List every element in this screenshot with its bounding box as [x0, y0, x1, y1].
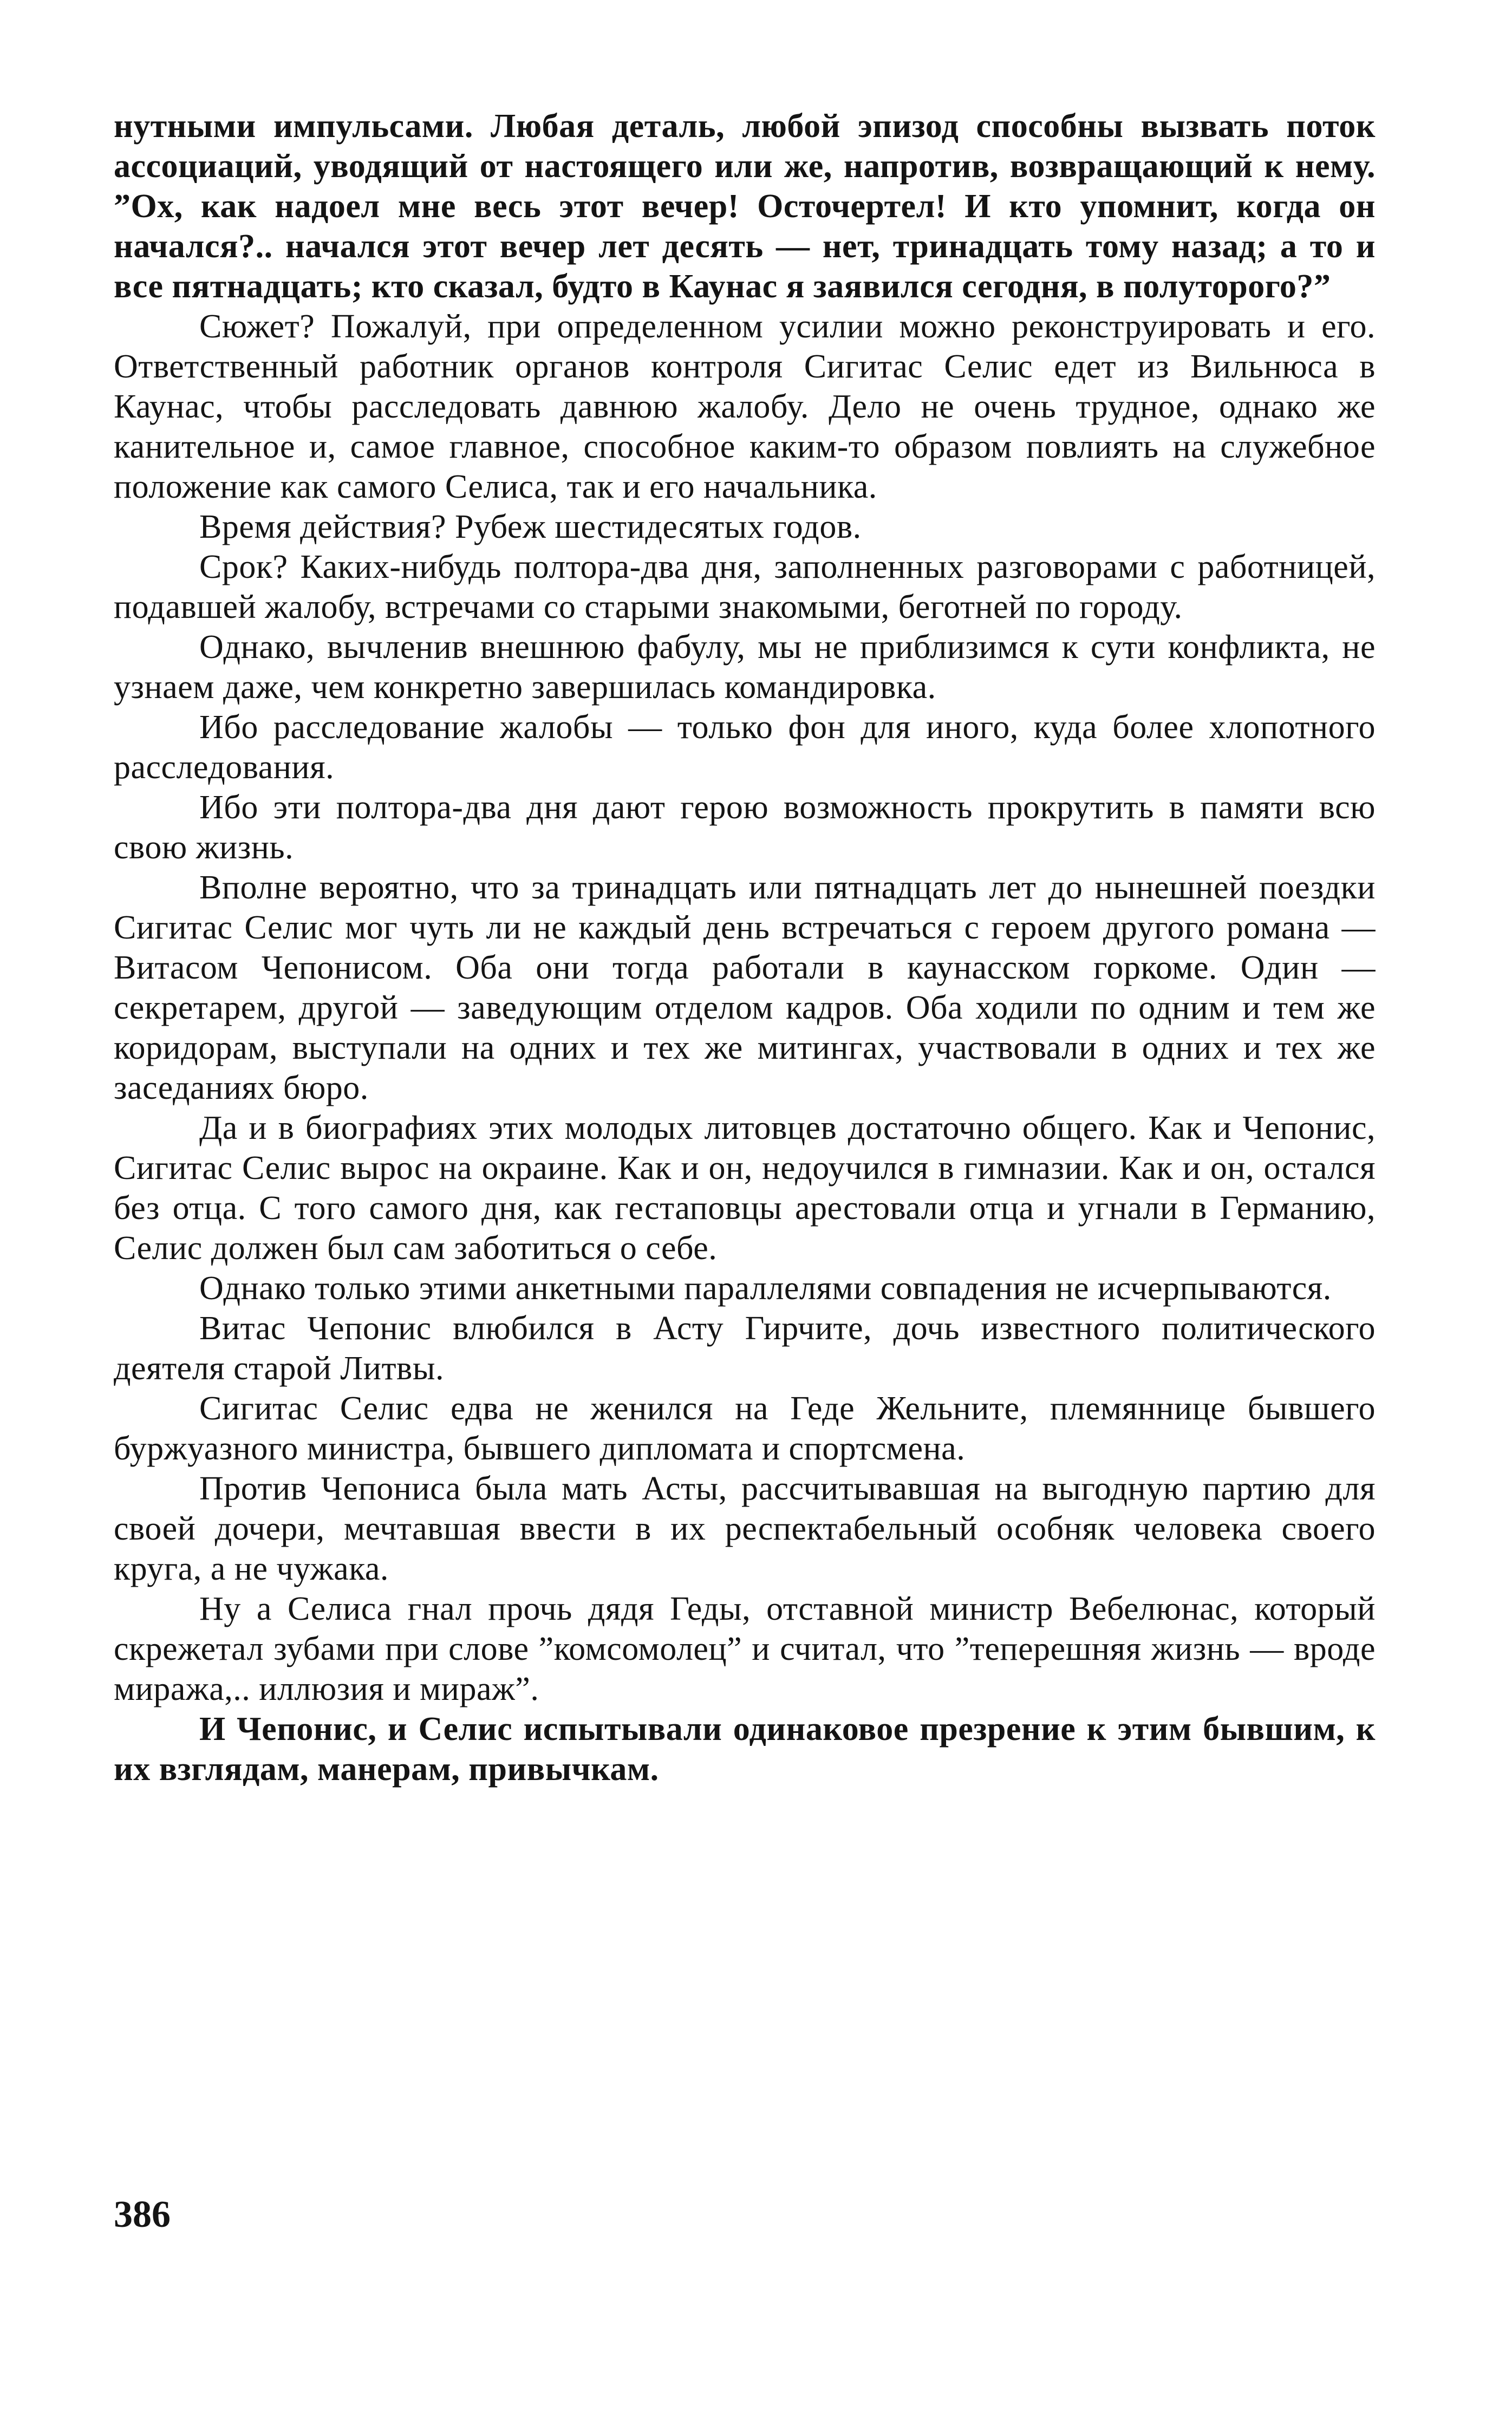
- paragraph-8: Вполне вероятно, что за тринадцать или пятнадцать лет до нынешней поездки Сигитас Селис мог чуть ли не каждый день встречаться с героем другого романа — Витасом Чепонисом. Оба они тогда работали в каунасском горкоме. Один — секретарем, другой — заведующим отделом кадров. Оба ходили по одним и тем же коридорам, выступали на одних и тех же митингах, участвовали в одних и тех же заседаниях бюро.: [114, 869, 1376, 1106]
- page-number: 386: [114, 2194, 171, 2235]
- paragraph-2: Сюжет? Пожалуй, при определенном усилии можно реконструировать и его. Ответственный работник органов контроля Сигитас Селис едет из Вильнюса в Каунас, чтобы расследовать давнюю жалобу. Дело не очень трудное, однако же канительное и, самое главное, способное каким-то образом повлиять на служебное положение как самого Селиса, так и его начальника.: [114, 308, 1376, 505]
- paragraph-15: И Чепонис, и Селис испытывали одинаковое презрение к этим бывшим, к их взглядам, манерам, привычкам.: [114, 1711, 1376, 1788]
- paragraph-1: нутными импульсами. Любая деталь, любой эпизод способны вызвать поток ассоциаций, уводящий от настоящего или же, напротив, возвращающий к нему. ”Ох, как надоел мне весь этот вечер! Осточертел! И кто упомнит, когда он начался?.. начался этот вечер лет десять — нет, тринадцать тому назад; а то и все пятнадцать; кто сказал, будто в Каунас я заявился сегодня, в полуторого?”: [114, 108, 1376, 305]
- paragraph-5: Однако, вычленив внешнюю фабулу, мы не приблизимся к сути конфликта, не узнаем даже, чем конкретно завершилась командировка.: [114, 629, 1376, 706]
- paragraph-12: Сигитас Селис едва не женился на Геде Жельните, племяннице бывшего буржуазного министра, бывшего дипломата и спортсмена.: [114, 1390, 1376, 1467]
- paragraph-11: Витас Чепонис влюбился в Асту Гирчите, дочь известного политического деятеля старой Литвы.: [114, 1310, 1376, 1387]
- book-page: [114, 106, 1376, 2326]
- paragraph-13: Против Чепониса была мать Асты, рассчитывавшая на выгодную партию для своей дочери, мечтавшая ввести в их респектабельный особняк человека своего круга, а не чужака.: [114, 1470, 1376, 1587]
- paragraph-14: Ну а Селиса гнал прочь дядя Геды, отставной министр Вебелюнас, который скрежетал зубами при слове ”комсомолец” и считал, что ”теперешняя жизнь — вроде миража,.. иллюзия и мираж”.: [114, 1590, 1376, 1707]
- paragraph-6: Ибо расследование жалобы — только фон для иного, куда более хлопотного расследования.: [114, 709, 1376, 786]
- paragraph-9: Да и в биографиях этих молодых литовцев достаточно общего. Как и Чепонис, Сигитас Селис вырос на окраине. Как и он, недоучился в гимназии. Как и он, остался без отца. С того самого дня, как гестаповцы арестовали отца и угнали в Германию, Селис должен был сам заботиться о себе.: [114, 1110, 1376, 1267]
- paragraph-3: Время действия? Рубеж шестидесятых годов.: [199, 509, 862, 545]
- paragraph-10: Однако только этими анкетными параллелями совпадения не исчерпываются.: [199, 1270, 1332, 1307]
- paragraph-4: Срок? Каких-нибудь полтора-два дня, заполненных разговорами с работницей, подавшей жалобу, встречами со старыми знакомыми, беготней по городу.: [114, 549, 1376, 625]
- paragraph-7: Ибо эти полтора-два дня дают герою возможность прокрутить в памяти всю свою жизнь.: [114, 789, 1376, 866]
